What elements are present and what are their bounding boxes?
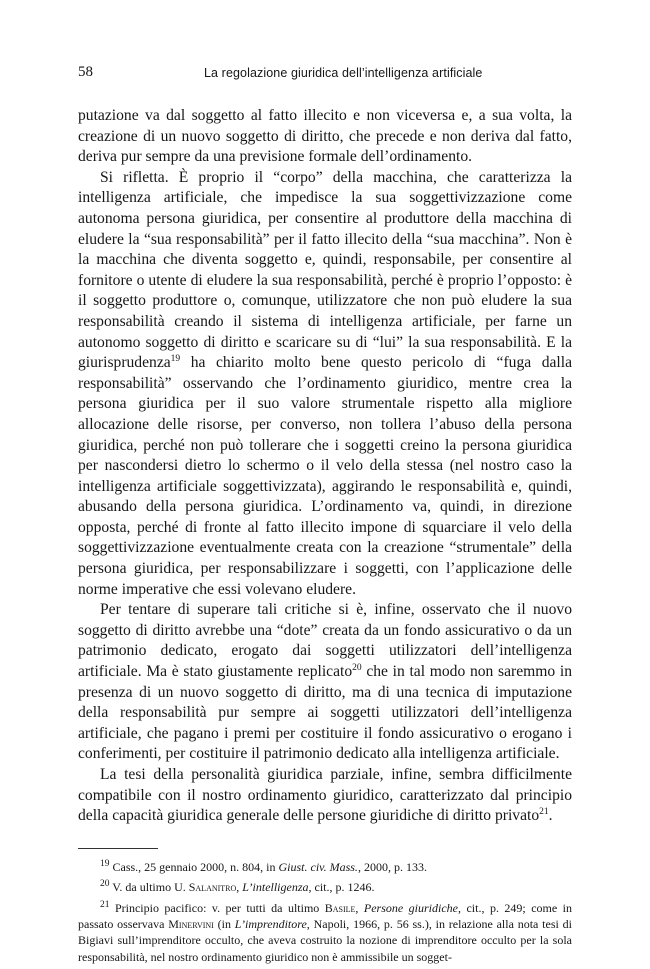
paragraph-4-text-a: La tesi della personalità giuridica parziale, infine, sembra difficilmente compatibile con il nostro ordinamento giuridico, caratterizzato dal principio della capacità giuridica generale delle persone giuridiche di diritto privato bbox=[78, 766, 572, 825]
paragraph-2-text-a: Si rifletta. È proprio il “corpo” della macchina, che caratterizza la intelligenza artificiale, che impedisce la sua soggettivizzazione come autonoma persona giuridica, per consentire al produttore della macchina di eludere la “sua responsabilità” per il fatto illecito della “sua macchina”. Non è la macchina che diventa soggetto e, quindi, responsabile, per consentire al fornitore o utente di eludere la sua responsabilità, perché è proprio l’opposto: è il soggetto produttore o, comunque, utilizzatore che non può eludere la sua responsabilità creando il sistema di intelligenza artificiale, per farne un autonomo soggetto di diritto e scaricare su di “lui” la sua responsabilità. E la giurisprudenza bbox=[78, 168, 572, 372]
footnote-number: 19 bbox=[100, 858, 110, 869]
footnote-text: , Napoli, 1966, p. 56 ss.), in relazione alla nota tesi di Bigiavi sull’imprenditore occulto, che aveva costruito la nozione di imprenditore occulto per la sola responsabilità, nel nostro ordinamento giuridico non è ammissibile un sogget- bbox=[78, 917, 572, 964]
footnote-text: Principio pacifico: v. per tutti da ultimo bbox=[109, 900, 325, 915]
page-number: 58 bbox=[78, 64, 93, 80]
footnote-source-title: L’imprenditore bbox=[234, 917, 307, 931]
footnote-source-title: L’intelligenza bbox=[242, 880, 309, 895]
running-title: La regolazione giuridica dell’intelligenza artificiale bbox=[204, 66, 483, 80]
paragraph-3-text-a: Per tentare di superare tali critiche si è, infine, osservato che il nuovo soggetto di diritto avrebbe una “dote” creata da un fondo assicurativo o da un patrimonio dedicato, erogato dai soggetti utilizzatori dell’intelligenza artificiale. Ma è stato giustamente replicato bbox=[78, 601, 572, 681]
footnote-21 bbox=[78, 900, 572, 966]
paragraph-2 bbox=[78, 168, 572, 600]
footnote-number: 20 bbox=[100, 879, 110, 890]
footnote-19 bbox=[78, 859, 572, 875]
footnote-source-title: Giust. civ. Mass. bbox=[278, 859, 358, 874]
paragraph-3-text-b: che in tal modo non saremmo in presenza di un nuovo soggetto di diritto, ma di una tecnica di imputazione della responsabilità pur sempre ai soggetti utilizzatori dell’intelligenza artificiale, che pagano i premi per costituire il fondo assicurativo o erogano i conferimenti, per costituire il patrimonio dedicato alla intelligenza artificiale. bbox=[78, 663, 573, 763]
footnotes bbox=[78, 859, 572, 965]
footnote-text: (in bbox=[213, 917, 235, 931]
paragraph-4-text-b: . bbox=[548, 807, 553, 825]
page-header bbox=[78, 64, 572, 84]
footnote-20 bbox=[78, 879, 572, 895]
paragraph-3 bbox=[78, 600, 572, 765]
paragraph-4 bbox=[78, 765, 572, 827]
footnote-separator bbox=[78, 848, 158, 849]
footnote-text: Cass., 25 gennaio 2000, n. 804, in bbox=[109, 859, 279, 874]
paragraph-1 bbox=[78, 106, 572, 168]
body-text bbox=[78, 106, 572, 827]
paragraph-1-text: putazione va dal soggetto al fatto illecito e non viceversa e, a sua volta, la creazione di un nuovo soggetto di diritto, che precede e non deriva dal fatto, deriva pur sempre da una previsione formale dell’ordinamento. bbox=[78, 107, 572, 166]
footnote-text: , bbox=[355, 900, 364, 915]
footnote-text: V. da ultimo U. bbox=[109, 880, 189, 895]
footnote-text: , cit., p. 249; come in passato osservava bbox=[78, 900, 572, 931]
footnote-ref-20[interactable]: 20 bbox=[352, 662, 362, 673]
footnote-ref-19[interactable]: 19 bbox=[170, 353, 181, 364]
footnote-author: Salanitro bbox=[188, 880, 237, 895]
book-page bbox=[78, 64, 572, 969]
footnote-text: , cit., p. 1246. bbox=[308, 880, 375, 895]
footnote-author: Minervini bbox=[168, 917, 214, 931]
footnote-number: 21 bbox=[100, 899, 110, 910]
footnote-text: , 2000, p. 133. bbox=[357, 859, 427, 874]
footnote-source-title: Persone giuridiche bbox=[363, 900, 459, 915]
footnote-author: Basile bbox=[324, 900, 356, 915]
footnote-ref-21[interactable]: 21 bbox=[539, 807, 549, 817]
paragraph-2-text-b: ha chiarito molto bene questo pericolo di “fuga dalla responsabilità” osservando che l’ordinamento giuridico, mentre crea la persona giuridica per il suo valore strumentale rispetto alla migliore allocazione delle risorse, per converso, non tollera l’abuso della persona giuridica, perché non può tollerare che i soggetti creino la persona giuridica per nascondersi dietro lo schermo o il velo della stessa (nel nostro caso la intelligenza artificiale soggettivizzata), aggirando le responsabilità e, quindi, abusando della persona giuridica. L’ordinamento va, quindi, in direzione opposta, perché di fronte al fatto illecito impone di squarciare il velo della soggettivizzazione eventualmente creata con la creazione “strumentale” della persona giuridica, per responsabilizzare i soggetti, con l’applicazione delle norme imperative che essi volevano eludere. bbox=[78, 354, 572, 598]
footnote-text: , bbox=[236, 880, 243, 895]
